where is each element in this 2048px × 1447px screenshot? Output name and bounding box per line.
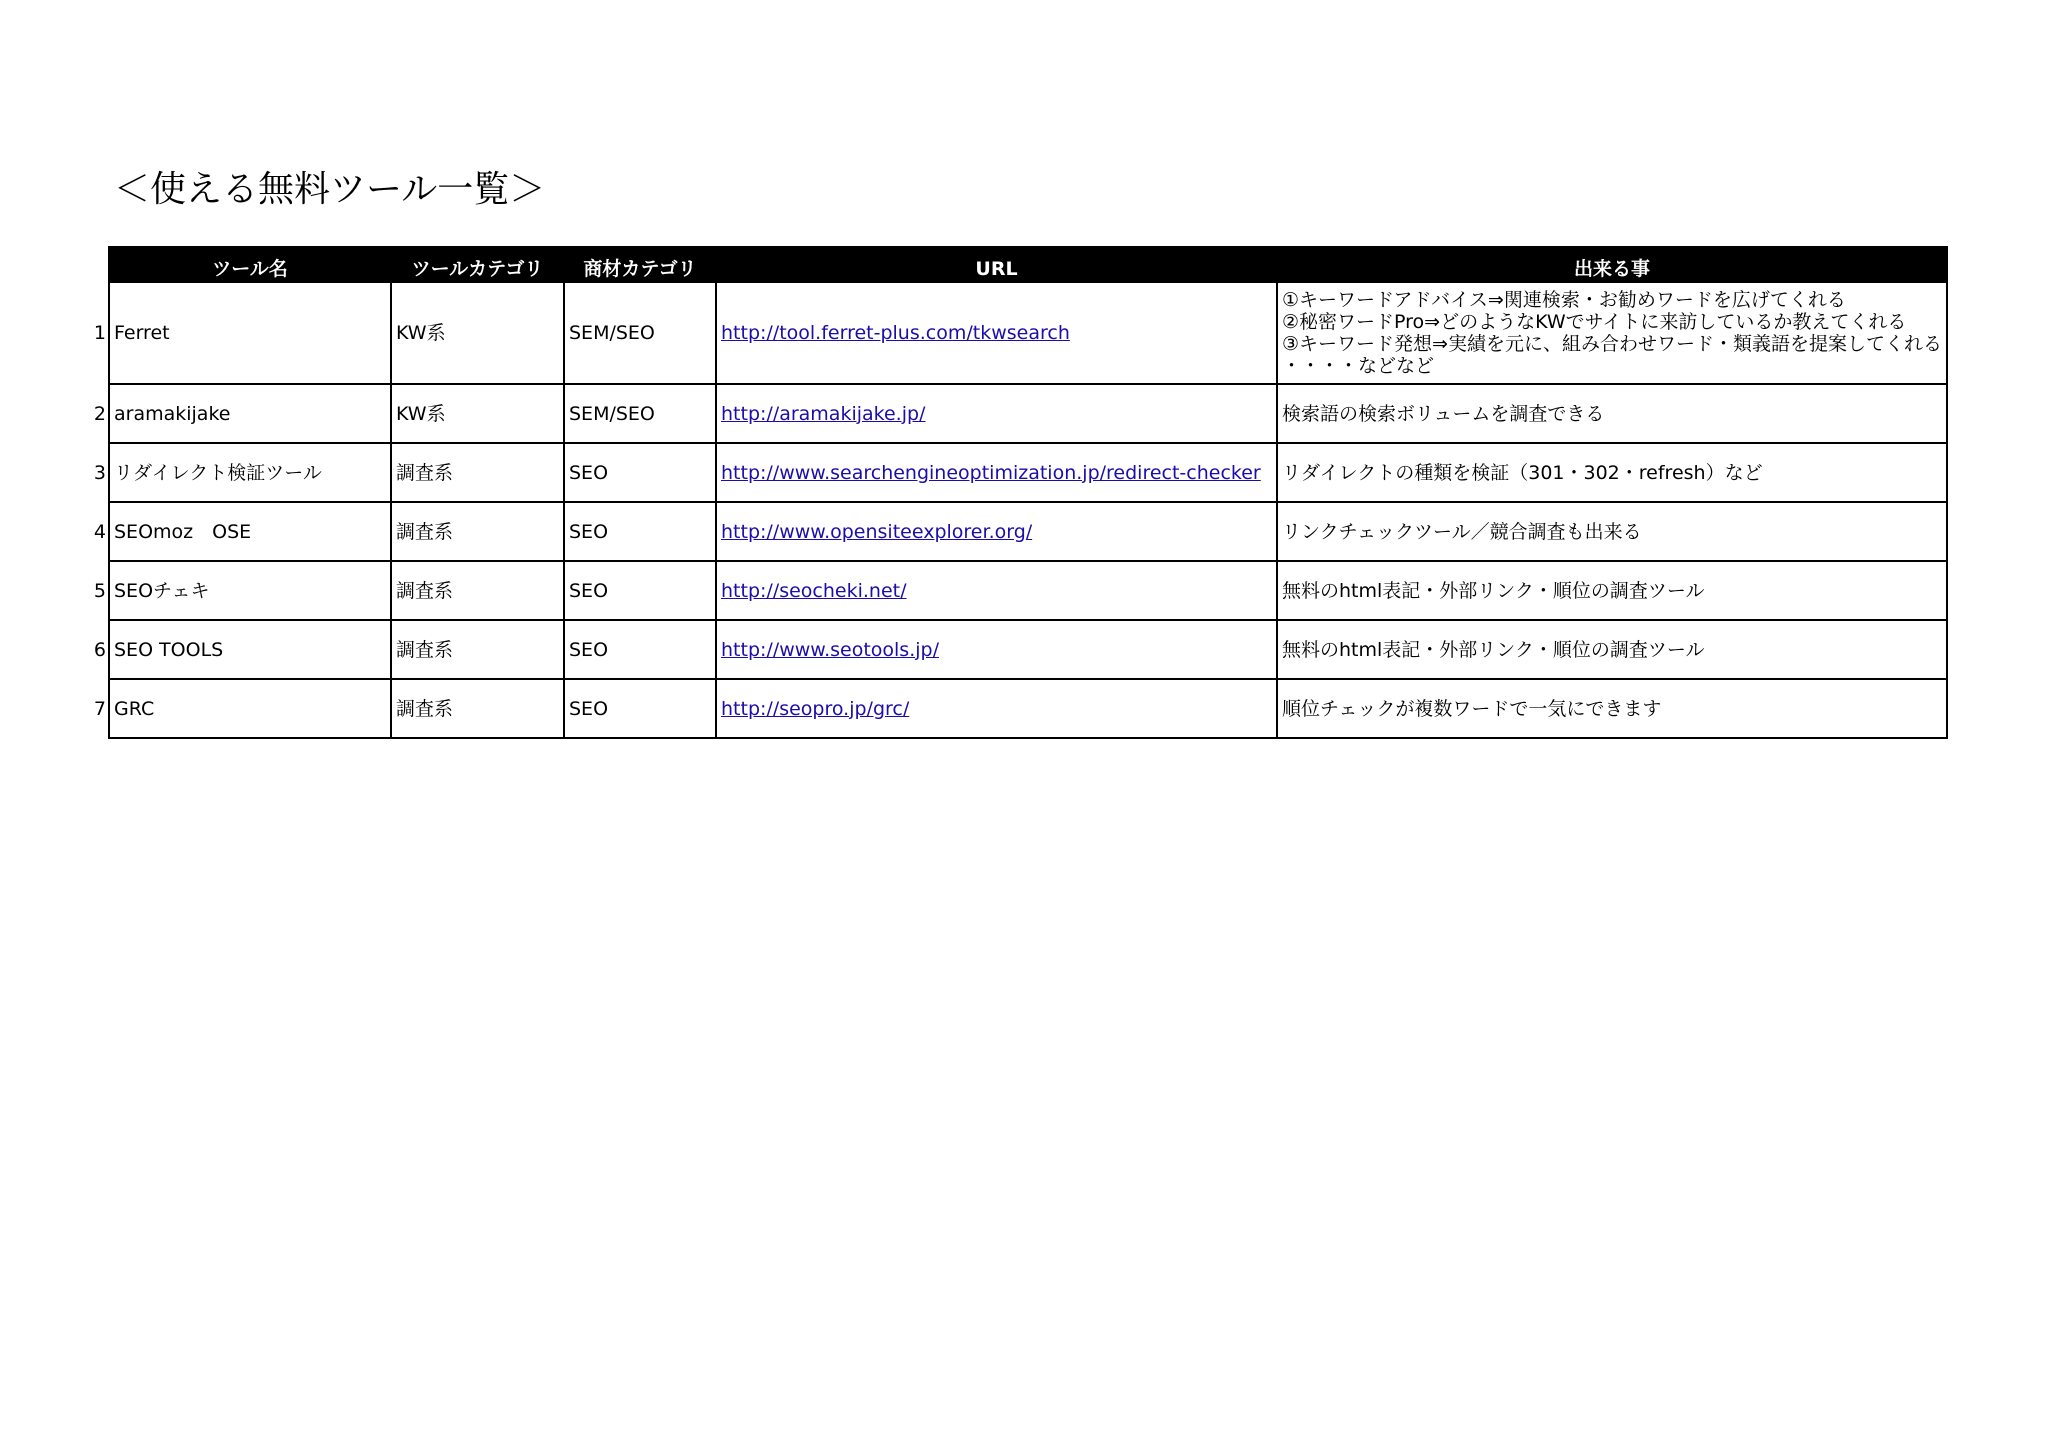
tool-name-cell [93, 679, 391, 738]
table-row [109, 561, 1947, 620]
table-header-row [109, 247, 1947, 282]
header-tool-category: ツールカテゴリ [391, 247, 564, 282]
tool-category-cell: 調査系 [391, 620, 564, 679]
url-cell [716, 620, 1277, 679]
tool-name-cell [93, 443, 391, 502]
row-number: 5 [93, 579, 106, 602]
tool-url-link[interactable]: http://www.opensiteexplorer.org/ [721, 520, 1033, 543]
tool-url-link[interactable]: http://seocheki.net/ [721, 579, 907, 602]
tool-category-cell: 調査系 [391, 561, 564, 620]
tool-url-link[interactable]: http://www.seotools.jp/ [721, 638, 939, 661]
url-cell [716, 384, 1277, 443]
description-cell: 順位チェックが複数ワードで一気にできます [1277, 679, 1947, 738]
tool-name-cell [93, 502, 391, 561]
table-row [109, 502, 1947, 561]
row-number: 7 [93, 697, 106, 720]
row-number: 2 [93, 402, 106, 425]
product-category-cell: SEM/SEO [564, 384, 716, 443]
tool-name: SEOmoz OSE [114, 520, 252, 543]
product-category-cell: SEO [564, 561, 716, 620]
row-number: 1 [93, 322, 106, 344]
tool-name: SEO TOOLS [114, 638, 224, 661]
product-category-cell: SEO [564, 443, 716, 502]
description-cell: 無料のhtml表記・外部リンク・順位の調査ツール [1277, 620, 1947, 679]
row-number: 4 [93, 520, 106, 543]
description-cell [1277, 282, 1947, 384]
header-product-category: 商材カテゴリ [564, 247, 716, 282]
description-cell: 検索語の検索ボリュームを調査できる [1277, 384, 1947, 443]
tool-category-cell: 調査系 [391, 443, 564, 502]
product-category-cell: SEO [564, 620, 716, 679]
table-row [109, 282, 1947, 384]
product-category-cell: SEO [564, 502, 716, 561]
tool-name-cell [93, 282, 391, 384]
tool-url-link[interactable]: http://tool.ferret-plus.com/tkwsearch [721, 322, 1070, 344]
table-row [109, 443, 1947, 502]
url-cell [716, 561, 1277, 620]
tool-category-cell: 調査系 [391, 679, 564, 738]
header-tool-name: ツール名 [109, 247, 391, 282]
url-cell [716, 443, 1277, 502]
tool-name-cell [93, 620, 391, 679]
tool-name: aramakijake [114, 402, 231, 425]
product-category-cell: SEM/SEO [564, 282, 716, 384]
url-cell [716, 502, 1277, 561]
row-number: 3 [93, 461, 106, 484]
product-category-cell: SEO [564, 679, 716, 738]
row-number: 6 [93, 638, 106, 661]
description-line: ②秘密ワードPro⇒どのようなKWでサイトに来訪しているか教えてくれる [1282, 311, 1907, 333]
tool-name-cell [93, 384, 391, 443]
description-line: ・・・・などなど [1282, 355, 1435, 377]
tool-name: SEOチェキ [114, 579, 210, 602]
description-lines [1282, 284, 1942, 382]
description-line: ③キーワード発想⇒実績を元に、組み合わせワード・類義語を提案してくれる [1282, 333, 1942, 355]
header-url: URL [716, 247, 1277, 282]
description-cell: リダイレクトの種類を検証（301・302・refresh）など [1277, 443, 1947, 502]
description-cell: リンクチェックツール／競合調査も出来る [1277, 502, 1947, 561]
tool-name: Ferret [114, 322, 170, 344]
table-row [109, 384, 1947, 443]
tool-category-cell: KW系 [391, 384, 564, 443]
tool-name: GRC [114, 697, 155, 720]
description-cell: 無料のhtml表記・外部リンク・順位の調査ツール [1277, 561, 1947, 620]
tool-name-cell [93, 561, 391, 620]
tool-table [93, 246, 1948, 739]
tool-name: リダイレクト検証ツール [114, 461, 322, 484]
url-cell [716, 679, 1277, 738]
header-capabilities: 出来る事 [1277, 247, 1947, 282]
tool-url-link[interactable]: http://www.searchengineoptimization.jp/redirect-checker [721, 461, 1261, 484]
table-row [109, 620, 1947, 679]
tool-url-link[interactable]: http://aramakijake.jp/ [721, 402, 926, 425]
page-title: ＜使える無料ツール一覧＞ [114, 169, 546, 210]
url-cell [716, 282, 1277, 384]
tool-category-cell: KW系 [391, 282, 564, 384]
tool-url-link[interactable]: http://seopro.jp/grc/ [721, 697, 910, 720]
table-row [109, 679, 1947, 738]
description-line: ①キーワードアドバイス⇒関連検索・お勧めワードを広げてくれる [1282, 289, 1846, 311]
tool-category-cell: 調査系 [391, 502, 564, 561]
